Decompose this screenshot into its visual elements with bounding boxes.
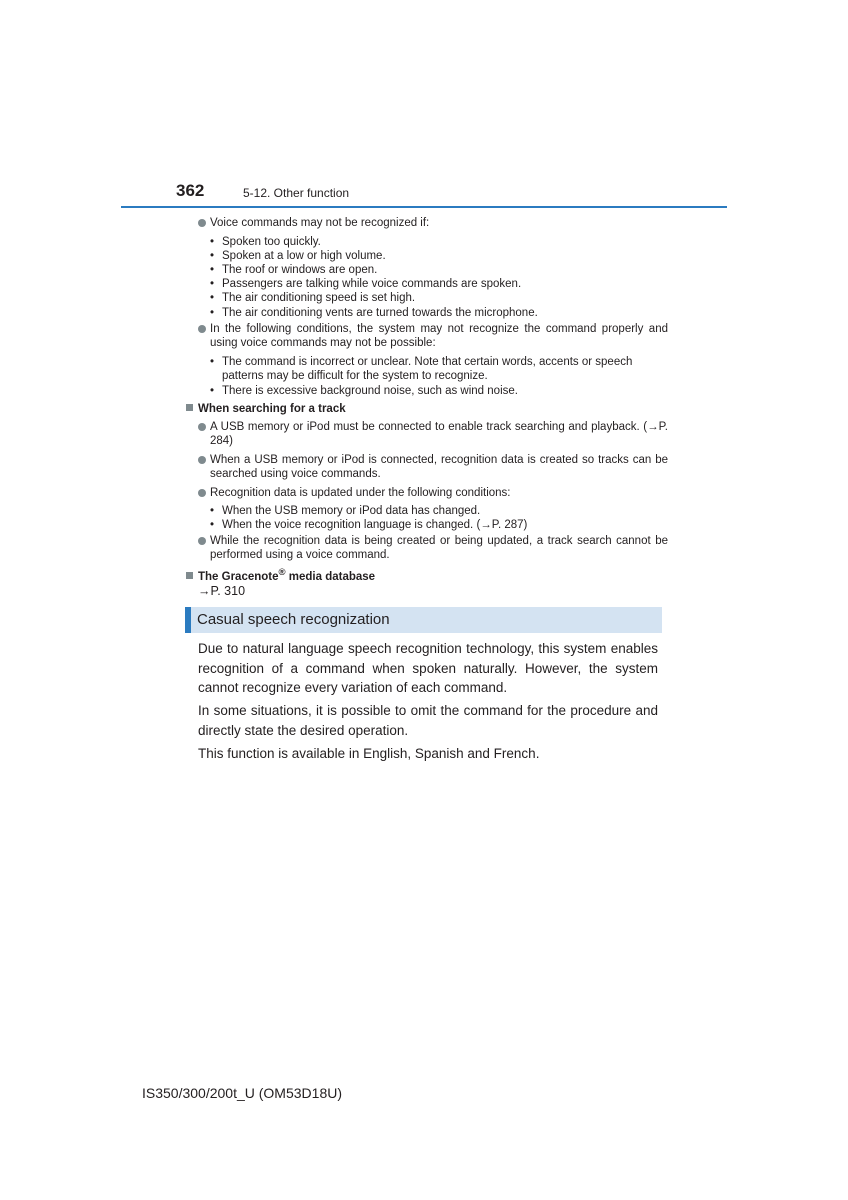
body-paragraph: This function is available in English, Spanish and French. [198, 746, 540, 761]
note-item [198, 453, 668, 482]
bullet-small-icon: • [210, 250, 215, 262]
bullet-small-icon: • [210, 264, 215, 276]
bullet-dot-icon [198, 219, 206, 227]
bullet-small-icon: • [210, 278, 215, 290]
page-number: 362 [176, 181, 205, 200]
note-text: Voice commands may not be recognized if: [210, 217, 430, 229]
sub-item-text: There is excessive background noise, such as wind noise. [222, 385, 518, 397]
model-code: IS350/300/200t_U (OM53D18U) [142, 1085, 342, 1101]
section-title: 5-12. Other function [243, 186, 350, 200]
header-rule [121, 206, 727, 208]
sub-item [210, 355, 665, 384]
bullet-small-icon: • [210, 236, 215, 248]
bullet-small-icon: • [210, 307, 215, 319]
sub-item-text: The air conditioning vents are turned towards the microphone. [222, 307, 538, 319]
note-text: Recognition data is updated under the following conditions: [210, 487, 511, 499]
section-band [185, 607, 662, 633]
subsection-heading-text: When searching for a track [198, 403, 346, 415]
bullet-small-icon: • [210, 505, 215, 517]
sub-item [210, 384, 665, 398]
bullet-small-icon: • [210, 356, 215, 368]
sub-item-text: Spoken too quickly. [222, 236, 321, 248]
sub-item [210, 504, 665, 518]
sub-item [210, 249, 665, 263]
bullet-dot-icon [198, 325, 206, 333]
subsection-heading [186, 402, 346, 416]
page-reference: →P. 310 [198, 584, 246, 598]
square-bullet-icon [186, 572, 193, 579]
band-accent [185, 607, 191, 633]
note-item [198, 420, 668, 449]
note-text: In the following conditions, the system may not recognize the command properly and using voice commands may not be possible: [210, 323, 668, 350]
sub-item-text: The air conditioning speed is set high. [222, 292, 416, 304]
body-paragraph: In some situations, it is possible to omit the command for the procedure and directly state the desired operation. [198, 703, 658, 738]
bullet-dot-icon [198, 456, 206, 464]
note-text: A USB memory or iPod must be connected to enable track searching and playback. (→P. 284) [210, 421, 668, 448]
note-item [198, 216, 668, 230]
bullet-dot-icon [198, 489, 206, 497]
note-item [198, 534, 668, 563]
sub-item-text: The roof or windows are open. [222, 264, 378, 276]
note-text: While the recognition data is being created or being updated, a track search cannot be performed using a voice command. [210, 535, 668, 562]
note-item [198, 486, 668, 500]
sub-item [210, 306, 665, 320]
bullet-small-icon: • [210, 385, 215, 397]
registered-mark: ® [278, 567, 286, 578]
square-bullet-icon [186, 404, 193, 411]
bullet-small-icon: • [210, 519, 215, 531]
bullet-dot-icon [198, 423, 206, 431]
band-title: Casual speech recognization [197, 611, 390, 628]
bullet-dot-icon [198, 537, 206, 545]
sub-item-text: The command is incorrect or unclear. Note that certain words, accents or speech patterns may be difficult for the system to recognize. [222, 356, 633, 383]
note-item [198, 322, 668, 351]
subsection-heading-text: The Gracenote [198, 570, 279, 583]
sub-item [210, 235, 665, 249]
sub-item [210, 291, 665, 305]
bullet-small-icon: • [210, 292, 215, 304]
sub-item-text: Spoken at a low or high volume. [222, 250, 386, 262]
note-text: When a USB memory or iPod is connected, recognition data is created so tracks can be searched using voice commands. [210, 454, 668, 481]
body-paragraph: Due to natural language speech recognition technology, this system enables recognition of a command when spoken naturally. However, the system cannot recognize every variation of each command. [198, 641, 658, 695]
sub-item-text: When the USB memory or iPod data has changed. [222, 505, 481, 517]
subsection-heading-text-end: media database [285, 570, 376, 583]
sub-item [210, 518, 665, 532]
sub-item-text: Passengers are talking while voice commands are spoken. [222, 278, 522, 290]
sub-item [210, 263, 665, 277]
subsection-heading [186, 566, 375, 584]
sub-item [210, 277, 665, 291]
sub-item-text: When the voice recognition language is changed. (→P. 287) [222, 519, 528, 531]
